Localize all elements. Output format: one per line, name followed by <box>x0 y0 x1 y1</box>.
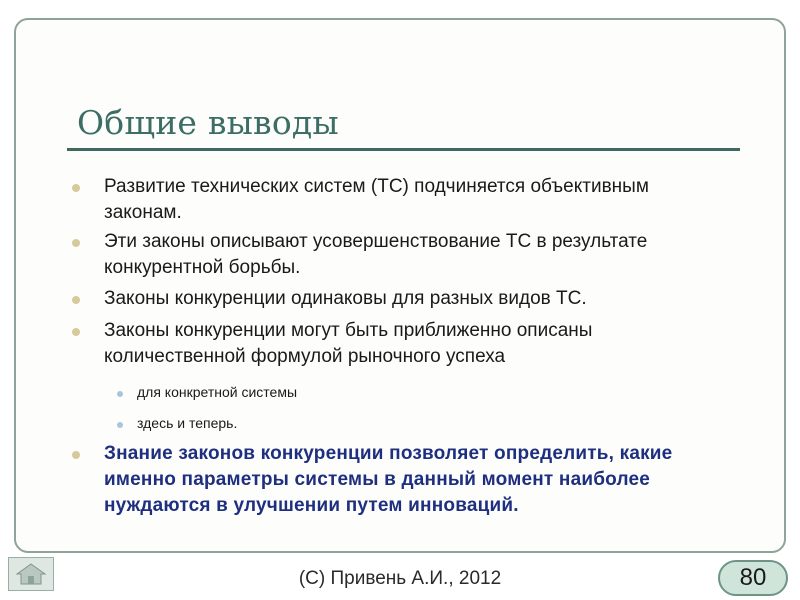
title-underline <box>67 148 740 151</box>
bullet-text: Законы конкуренции могут быть приближенно описаны количественной формулой рыночного успеха <box>104 320 593 367</box>
bullet-text: Законы конкуренции одинаковы для разных видов ТС. <box>104 288 587 309</box>
sub-bullet-text: здесь и теперь. <box>137 415 238 431</box>
bullet-marker <box>72 328 80 336</box>
bullet-marker <box>72 451 80 459</box>
sub-bullet-marker <box>117 391 123 397</box>
slide-title: Общие выводы <box>77 103 339 142</box>
sub-bullet-marker <box>117 422 123 428</box>
sub-bullet-text: для конкретной системы <box>137 384 298 400</box>
bullet-text: Развитие технических систем (ТС) подчиняется объективным законам. <box>104 176 649 223</box>
emphasis-text: Знание законов конкуренции позволяет определить, какие именно параметры системы в данный момент наиболее нуждаются в улучшении путем инноваций. <box>104 443 673 516</box>
bullet-text: Эти законы описывают усовершенствование ТС в результате конкурентной борьбы. <box>104 231 648 278</box>
page-number-badge: 80 <box>718 560 788 596</box>
bullet-marker <box>72 296 80 304</box>
bullet-marker <box>72 184 80 192</box>
bullet-marker <box>72 239 80 247</box>
footer-credit: (С) Привень А.И., 2012 <box>298 568 502 589</box>
